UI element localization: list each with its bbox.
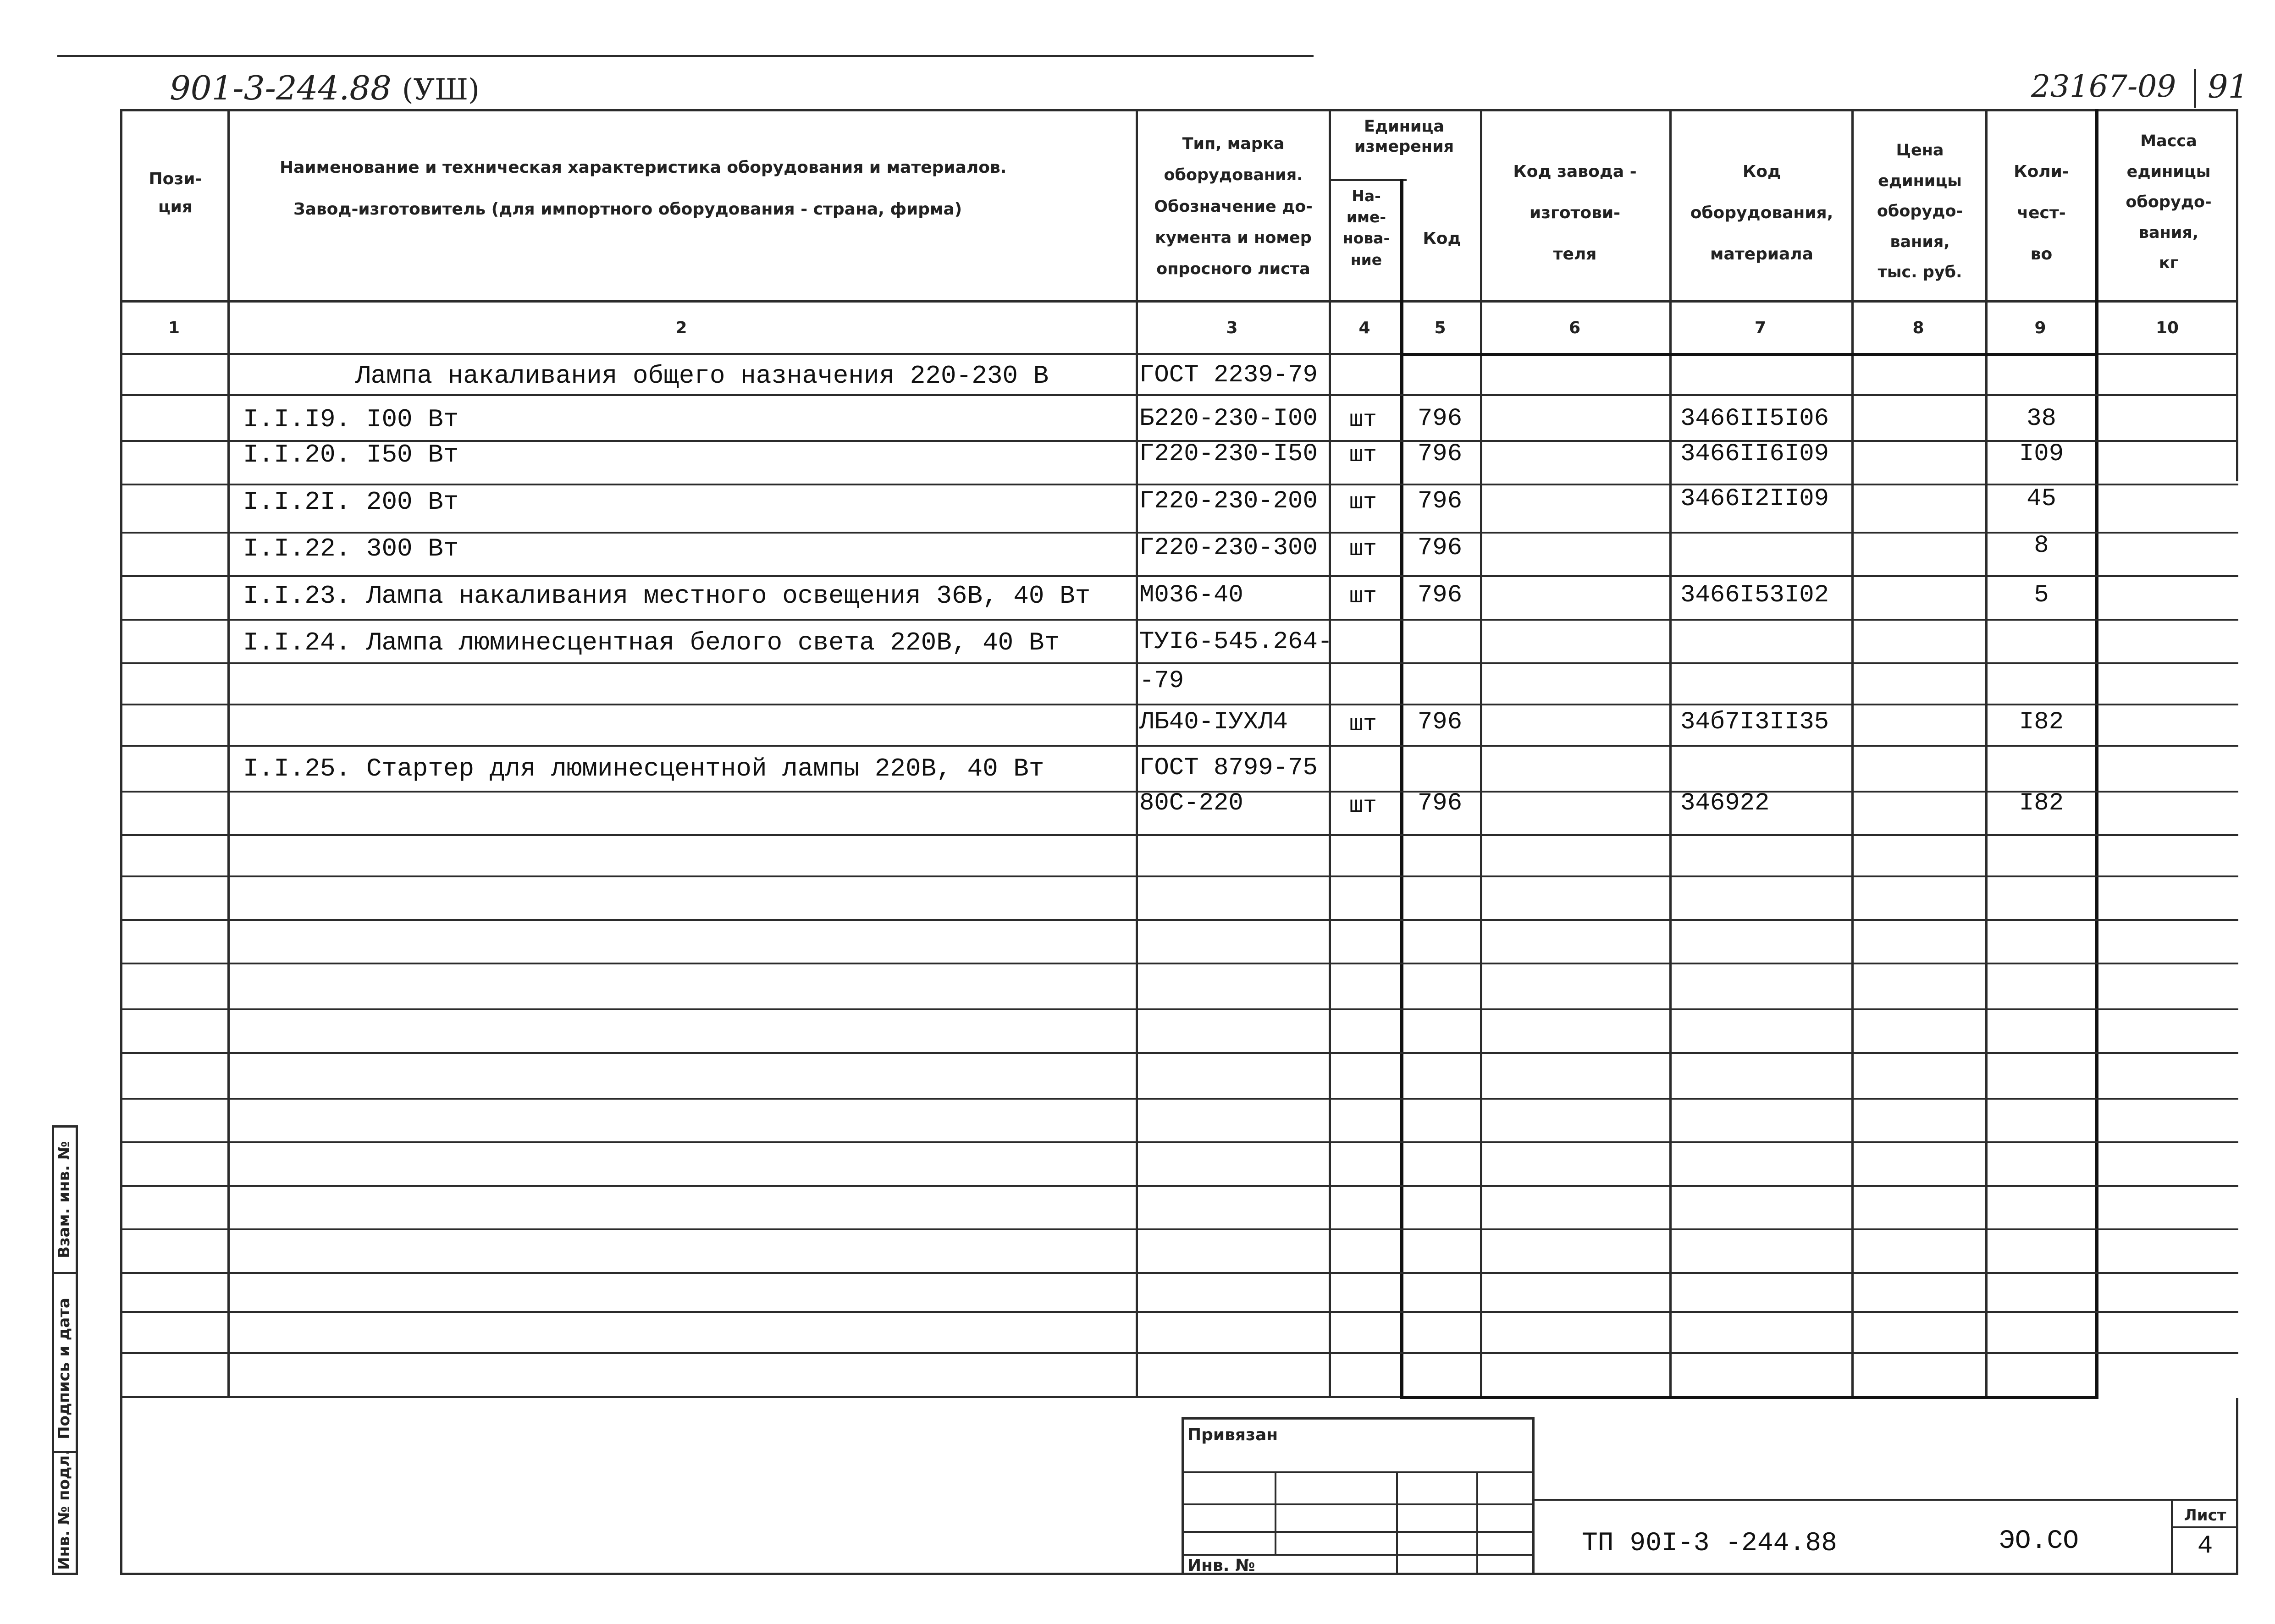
doc-designation: ТП 90I-3 -244.88 bbox=[1582, 1529, 1837, 1558]
row-equipment-code: 3466II6I09 bbox=[1680, 440, 1829, 468]
row-unit-code: 796 bbox=[1417, 440, 1463, 468]
row-quantity: 38 bbox=[2027, 405, 2056, 433]
col-number-6: 6 bbox=[1568, 319, 1581, 337]
row-type: Г220-230-200 bbox=[1139, 487, 1318, 515]
row-type: -79 bbox=[1139, 667, 1184, 695]
row-name: I.I.22. 300 Вт bbox=[243, 534, 459, 563]
row-unit: шт bbox=[1349, 793, 1377, 819]
stamp-signature-date: Подпись и дата bbox=[55, 1298, 73, 1439]
row-name: I.I.2I. 200 Вт bbox=[243, 487, 459, 517]
page-number: 91 bbox=[2208, 68, 2249, 105]
col-number-2: 2 bbox=[675, 319, 687, 337]
row-type: Г220-230-300 bbox=[1139, 534, 1318, 562]
row-unit-code: 796 bbox=[1417, 789, 1463, 817]
row-equipment-code: 3466I2II09 bbox=[1680, 485, 1829, 513]
col-header-unit-code: Код bbox=[1423, 229, 1461, 248]
sheet-label: Лист bbox=[2184, 1506, 2226, 1525]
col-number-4: 4 bbox=[1358, 319, 1370, 337]
col-number-3: 3 bbox=[1226, 319, 1238, 337]
col-header-name-line1: Наименование и техническая характеристика оборудования и материалов. bbox=[280, 158, 1007, 177]
row-equipment-code: 34б7I3II35 bbox=[1680, 708, 1829, 736]
col-header-equipment-code: Код оборудования, материала bbox=[1690, 162, 1833, 264]
archive-number: 23167-09 bbox=[2031, 69, 2176, 104]
col-number-7: 7 bbox=[1754, 319, 1767, 337]
row-quantity: 5 bbox=[2034, 581, 2049, 609]
col-header-unit-name: На- име- нова- ние bbox=[1342, 187, 1390, 269]
row-type: ГОСТ 8799-75 bbox=[1139, 754, 1318, 782]
col-number-10: 10 bbox=[2155, 319, 2179, 337]
col-number-1: 1 bbox=[168, 319, 180, 337]
col-number-9: 9 bbox=[2034, 319, 2046, 337]
row-type: М036-40 bbox=[1139, 581, 1243, 609]
row-quantity: 45 bbox=[2027, 485, 2056, 513]
stamp-replace-inv: Взам. инв. № bbox=[55, 1141, 73, 1258]
row-type: Б220-230-I00 bbox=[1139, 405, 1318, 433]
row-unit-code: 796 bbox=[1417, 487, 1463, 515]
row-quantity: 8 bbox=[2034, 532, 2049, 560]
row-unit-code: 796 bbox=[1417, 405, 1463, 433]
row-equipment-code: 3466I53I02 bbox=[1680, 581, 1829, 609]
row-unit-code: 796 bbox=[1417, 534, 1463, 562]
row-name: I.I.I9. I00 Вт bbox=[243, 405, 459, 434]
col-header-mass: Масса единицы оборудо- вания, кг bbox=[2126, 132, 2212, 272]
sheet-number: 4 bbox=[2197, 1531, 2213, 1560]
col-header-unit-group: Единица измерения bbox=[1354, 117, 1454, 156]
section-code: ЭО.СО bbox=[1999, 1526, 2079, 1556]
row-unit: шт bbox=[1349, 584, 1377, 610]
col-number-5: 5 bbox=[1434, 319, 1446, 337]
row-name: I.I.25. Стартер для люминесцентной лампы 220В, 40 Вт bbox=[243, 754, 1044, 783]
row-quantity: I82 bbox=[2019, 789, 2064, 817]
row-name: I.I.20. I50 Вт bbox=[243, 440, 459, 469]
inv-label: Инв. № bbox=[1187, 1556, 1255, 1575]
row-unit-code: 796 bbox=[1417, 708, 1463, 736]
stamp-inv-no: Инв. № подл. bbox=[55, 1449, 73, 1570]
row-unit: шт bbox=[1349, 442, 1377, 468]
row-unit-code: 796 bbox=[1417, 581, 1463, 609]
row-quantity: I09 bbox=[2019, 440, 2064, 468]
row-name: Лампа накаливания общего назначения 220-230 В bbox=[355, 361, 1049, 391]
row-name: I.I.23. Лампа накаливания местного освещения 36В, 40 Вт bbox=[243, 581, 1091, 611]
document-code-suffix: (УШ) bbox=[402, 73, 480, 107]
col-header-name bbox=[234, 154, 1128, 223]
row-unit: шт bbox=[1349, 536, 1377, 562]
col-header-position: Пози- ция bbox=[149, 170, 202, 217]
row-name: I.I.24. Лампа люминесцентная белого света 220В, 40 Вт bbox=[243, 628, 1060, 657]
row-type: 80С-220 bbox=[1139, 789, 1243, 817]
row-equipment-code: 3466II5I06 bbox=[1680, 405, 1829, 433]
col-header-quantity: Коли- чест- во bbox=[2014, 162, 2069, 264]
col-header-price: Цена единицы оборудо- вания, тыс. руб. bbox=[1877, 141, 1963, 281]
row-equipment-code: 346922 bbox=[1680, 789, 1770, 817]
col-header-type: Тип, марка оборудования. Обозначение до- кумента и номер опросного листа bbox=[1154, 135, 1313, 278]
row-type: ГОСТ 2239-79 bbox=[1139, 361, 1318, 389]
row-quantity: I82 bbox=[2019, 708, 2064, 736]
row-type: Г220-230-I50 bbox=[1139, 440, 1318, 468]
col-header-name-line2: Завод-изготовитель (для импортного оборудования - страна, фирма) bbox=[293, 200, 962, 219]
row-type: ЛБ40-IУХЛ4 bbox=[1139, 708, 1288, 736]
row-unit: шт bbox=[1349, 711, 1377, 738]
bound-label: Привязан bbox=[1187, 1426, 1278, 1444]
document-code bbox=[170, 69, 480, 107]
row-type: ТУI6-545.264- bbox=[1139, 628, 1333, 656]
row-unit: шт bbox=[1349, 407, 1377, 433]
col-number-8: 8 bbox=[1912, 319, 1924, 337]
col-header-plant-code: Код завода - изготови- теля bbox=[1513, 162, 1637, 264]
document-code-text: 901-3-244.88 bbox=[170, 69, 392, 107]
row-unit: шт bbox=[1349, 490, 1377, 516]
